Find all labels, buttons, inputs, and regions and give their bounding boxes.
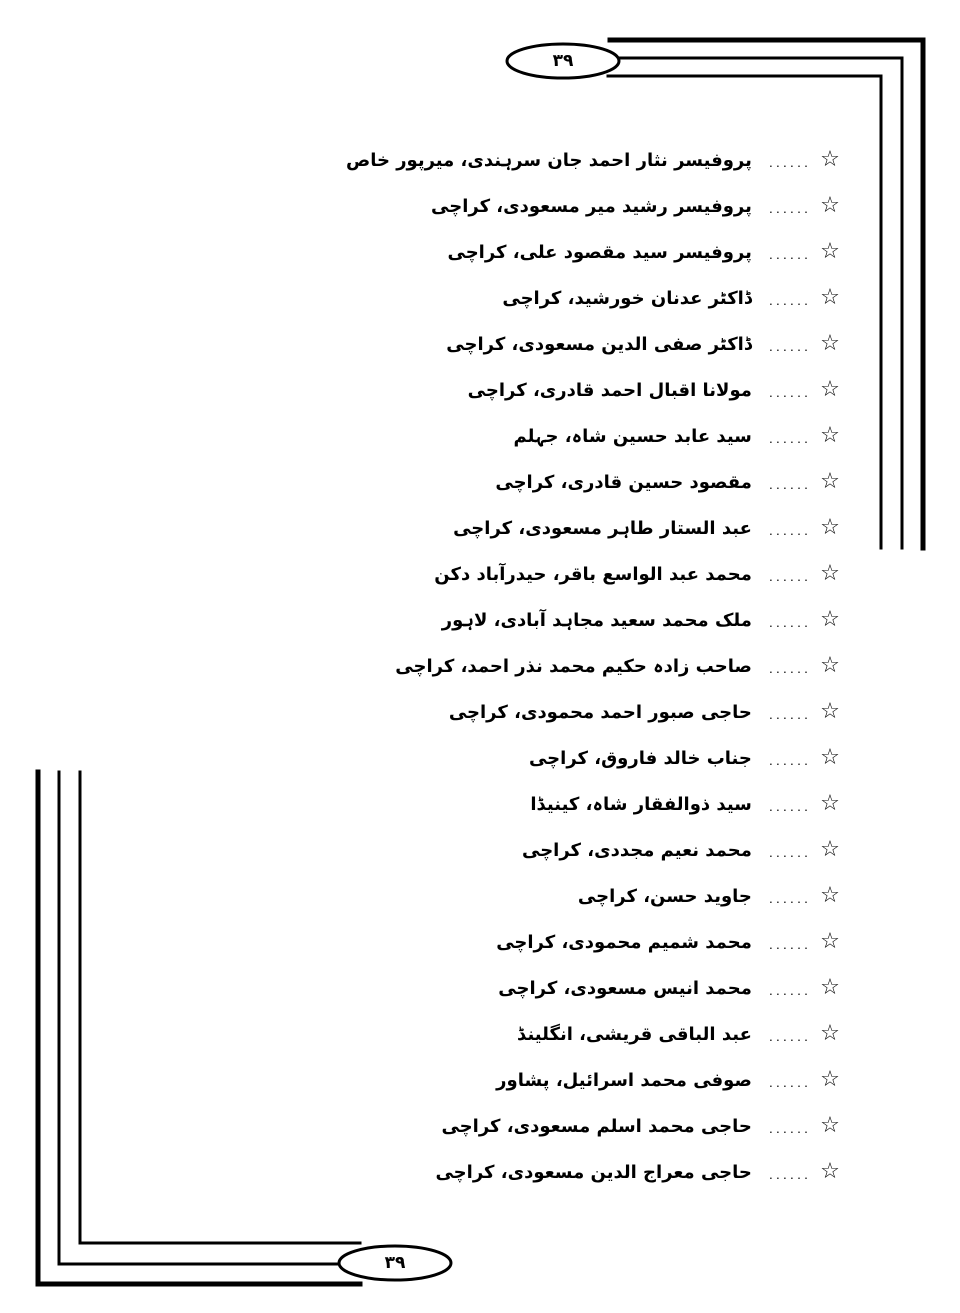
- star-icon: ☆: [820, 837, 840, 862]
- dot-leader: ......: [767, 296, 810, 308]
- list-item: [346, 827, 842, 873]
- list-item: [346, 873, 842, 919]
- list-item-text: سید عابد حسین شاہ، جہلم: [513, 425, 752, 447]
- list-item: [346, 551, 842, 597]
- list-item: [346, 183, 842, 229]
- list-item-text: پروفیسر نثار احمد جان سرہندی، میرپور خاص: [345, 149, 752, 171]
- dot-leader: ......: [767, 940, 810, 952]
- list-item: [346, 413, 842, 459]
- star-icon: ☆: [820, 331, 840, 356]
- list-item: [346, 459, 842, 505]
- dot-leader: ......: [767, 204, 810, 216]
- dot-leader: ......: [767, 158, 810, 170]
- list-item: [346, 735, 842, 781]
- list-item: [346, 137, 842, 183]
- list-item: [346, 229, 842, 275]
- list-item: [346, 275, 842, 321]
- list-item-text: حاجی صبور احمد محمودی، کراچی: [448, 701, 752, 723]
- star-icon: ☆: [820, 423, 840, 448]
- star-icon: ☆: [820, 239, 840, 264]
- list-item: [346, 689, 842, 735]
- list-item: [346, 965, 842, 1011]
- list-item: [346, 1149, 842, 1195]
- list-item-text: ڈاکٹر صفی الدین مسعودی، کراچی: [446, 333, 752, 355]
- list-item-text: پروفیسر رشید میر مسعودی، کراچی: [431, 195, 752, 217]
- list-item-text: عبد الستار طاہر مسعودی، کراچی: [453, 517, 752, 539]
- star-icon: ☆: [820, 653, 840, 678]
- list-item-text: سید ذوالفقار شاہ، کینیڈا: [530, 793, 752, 815]
- dot-leader: ......: [767, 618, 810, 630]
- list-item-text: صاحب زادہ حکیم محمد نذر احمد، کراچی: [395, 655, 752, 677]
- page-number-top: ۳۹: [552, 51, 574, 71]
- list-item-text: ڈاکٹر عدنان خورشید، کراچی: [502, 287, 752, 309]
- star-icon: ☆: [820, 929, 840, 954]
- star-icon: ☆: [820, 147, 840, 172]
- star-icon: ☆: [820, 883, 840, 908]
- list-item-text: صوفی محمد اسرائیل، پشاور: [496, 1069, 752, 1091]
- dot-leader: ......: [767, 342, 810, 354]
- star-icon: ☆: [820, 285, 840, 310]
- dot-leader: ......: [767, 756, 810, 768]
- list-item: [346, 1103, 842, 1149]
- star-icon: ☆: [820, 1113, 840, 1138]
- list-item: [346, 1011, 842, 1057]
- dot-leader: ......: [767, 1170, 810, 1182]
- dot-leader: ......: [767, 986, 810, 998]
- list-item: [346, 781, 842, 827]
- dot-leader: ......: [767, 802, 810, 814]
- star-icon: ☆: [820, 699, 840, 724]
- list-item-text: محمد نعیم مجددی، کراچی: [522, 839, 752, 861]
- dot-leader: ......: [767, 848, 810, 860]
- dot-leader: ......: [767, 572, 810, 584]
- dot-leader: ......: [767, 664, 810, 676]
- bottom-left-corner-lines: [38, 772, 360, 1284]
- dot-leader: ......: [767, 1032, 810, 1044]
- list-item-text: محمد انیس مسعودی، کراچی: [498, 977, 752, 999]
- list-item-text: مولانا اقبال احمد قادری، کراچی: [467, 379, 752, 401]
- list-item-text: محمد عبد الواسع باقر، حیدرآباد دکن: [434, 563, 752, 585]
- list-item-text: پروفیسر سید مقصود علی، کراچی: [447, 241, 752, 263]
- star-icon: ☆: [820, 469, 840, 494]
- dot-leader: ......: [767, 894, 810, 906]
- list-item-text: محمد شمیم محمودی، کراچی: [496, 931, 752, 953]
- star-icon: ☆: [820, 1067, 840, 1092]
- dot-leader: ......: [767, 480, 810, 492]
- list-item-text: جناب خالد فاروق، کراچی: [528, 747, 752, 769]
- list-item: [346, 919, 842, 965]
- list-item: [346, 1057, 842, 1103]
- list-item: [346, 643, 842, 689]
- list-item-text: جاوید حسن، کراچی: [577, 885, 752, 907]
- list-item-text: مقصود حسین قادری، کراچی: [495, 471, 752, 493]
- dot-leader: ......: [767, 434, 810, 446]
- list-item: [346, 597, 842, 643]
- star-icon: ☆: [820, 745, 840, 770]
- star-icon: ☆: [820, 1159, 840, 1184]
- list-item: [346, 367, 842, 413]
- star-icon: ☆: [820, 1021, 840, 1046]
- list-item-text: ملک محمد سعید مجاہد آبادی، لاہور: [441, 609, 752, 631]
- star-icon: ☆: [820, 515, 840, 540]
- star-icon: ☆: [820, 193, 840, 218]
- dot-leader: ......: [767, 1124, 810, 1136]
- star-icon: ☆: [820, 975, 840, 1000]
- star-icon: ☆: [820, 561, 840, 586]
- dot-leader: ......: [767, 388, 810, 400]
- list-item-text: حاجی محمد اسلم مسعودی، کراچی: [441, 1115, 752, 1137]
- star-icon: ☆: [820, 377, 840, 402]
- dot-leader: ......: [767, 1078, 810, 1090]
- page-number-bottom: ۳۹: [384, 1253, 406, 1273]
- star-icon: ☆: [820, 791, 840, 816]
- dot-leader: ......: [767, 526, 810, 538]
- dot-leader: ......: [767, 710, 810, 722]
- dot-leader: ......: [767, 250, 810, 262]
- list-item-text: حاجی معراج الدین مسعودی، کراچی: [435, 1161, 752, 1183]
- name-list: [346, 137, 842, 1195]
- list-item-text: عبد الباقی قریشی، انگلینڈ: [517, 1023, 752, 1045]
- star-icon: ☆: [820, 607, 840, 632]
- list-item: [346, 321, 842, 367]
- list-item: [346, 505, 842, 551]
